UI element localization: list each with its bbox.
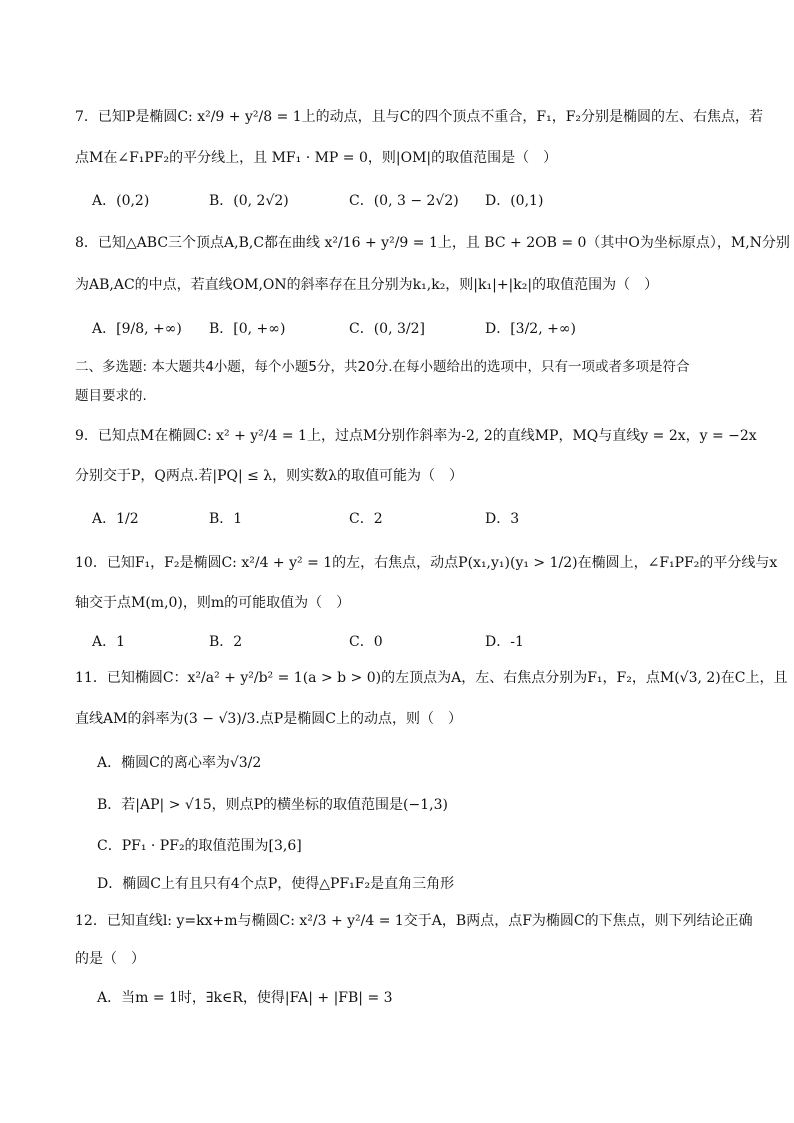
q9-options — [92, 508, 732, 530]
q11-option-a: A．椭圆C的离心率为√3/2 — [97, 755, 262, 771]
q11-option-d: D．椭圆C上有且只有4个点P，使得△PF₁F₂是直角三角形 — [97, 876, 455, 892]
q8-stem-line1: 8．已知△ABC三个顶点A,B,C都在曲线 x²/16 + y²/9 = 1上，且 BC + 2OB = 0（其中O为坐标原点），M,N分别 — [75, 235, 790, 251]
q7-option-b: B．(0, 2√2) — [209, 193, 289, 209]
q8-options — [92, 318, 732, 340]
q9-option-c: C．2 — [349, 511, 383, 527]
q8-option-d: D．[3/2, +∞) — [485, 321, 576, 337]
section-heading-line1: 二、多选题: 本大题共4小题，每个小题5分，共20分.在每小题给出的选项中，只有一项或者多项是符合 — [75, 359, 690, 375]
section-heading-line2: 题目要求的. — [75, 388, 147, 404]
q11-stem-line2: 直线AM的斜率为(3 − √3)/3.点P是椭圆C上的动点，则（ ） — [75, 711, 462, 727]
q11-stem-line1: 11．已知椭圆C：x²/a² + y²/b² = 1(a > b > 0)的左顶点为A，左、右焦点分别为F₁，F₂，点M(√3, 2)在C上，且 — [75, 670, 788, 686]
q10-option-a: A．1 — [92, 634, 126, 650]
q8-option-c: C．(0, 3/2] — [349, 321, 425, 337]
q10-options — [92, 631, 732, 653]
q9-option-a: A．1/2 — [92, 511, 139, 527]
q11-option-c: C．PF₁ · PF₂的取值范围为[3,6] — [97, 838, 302, 854]
q10-stem-line2: 轴交于点M(m,0)，则m的可能取值为（ ） — [75, 595, 351, 611]
q7-stem-line1: 7．已知P是椭圆C: x²/9 + y²/8 = 1上的动点，且与C的四个顶点不重合，F₁，F₂分别是椭圆的左、右焦点，若 — [75, 109, 764, 125]
q8-option-b: B．[0, +∞) — [209, 321, 286, 337]
q10-option-d: D．-1 — [485, 634, 524, 650]
q9-stem-line2: 分别交于P，Q两点.若|PQ| ≤ λ，则实数λ的取值可能为（ ） — [75, 468, 464, 484]
q10-option-c: C．0 — [349, 634, 383, 650]
q9-stem-line1: 9．已知点M在椭圆C: x² + y²/4 = 1上，过点M分别作斜率为-2, 2的直线MP，MQ与直线y = 2x，y = −2x — [75, 428, 757, 444]
q7-options — [92, 190, 732, 212]
q7-stem-line2: 点M在∠F₁PF₂的平分线上，且 MF₁ · MP = 0，则|OM|的取值范围是（ ） — [75, 150, 558, 166]
q7-option-c: C．(0, 3 − 2√2) — [349, 193, 459, 209]
q7-option-d: D．(0,1) — [485, 193, 544, 209]
q7-option-a: A．(0,2) — [92, 193, 150, 209]
q12-stem-line2: 的是（ ） — [75, 951, 145, 967]
q10-stem-line1: 10．已知F₁，F₂是椭圆C: x²/4 + y² = 1的左，右焦点，动点P(x₁,y₁)(y₁ > 1/2)在椭圆上，∠F₁PF₂的平分线与x — [75, 555, 778, 571]
q9-option-d: D．3 — [485, 511, 520, 527]
q12-stem-line1: 12．已知直线l: y=kx+m与椭圆C: x²/3 + y²/4 = 1交于A，B两点，点F为椭圆C的下焦点，则下列结论正确 — [75, 913, 753, 929]
q10-option-b: B．2 — [209, 634, 243, 650]
q11-option-b: B．若|AP| > √15，则点P的横坐标的取值范围是(−1,3) — [97, 797, 448, 813]
q9-option-b: B．1 — [209, 511, 243, 527]
q8-stem-line2: 为AB,AC的中点，若直线OM,ON的斜率存在且分别为k₁,k₂，则|k₁|+|k₂|的取值范围为（ ） — [75, 277, 659, 293]
q8-option-a: A．[9/8, +∞) — [92, 321, 182, 337]
q12-option-a: A．当m = 1时，∃k∈R，使得|FA| + |FB| = 3 — [97, 990, 393, 1006]
